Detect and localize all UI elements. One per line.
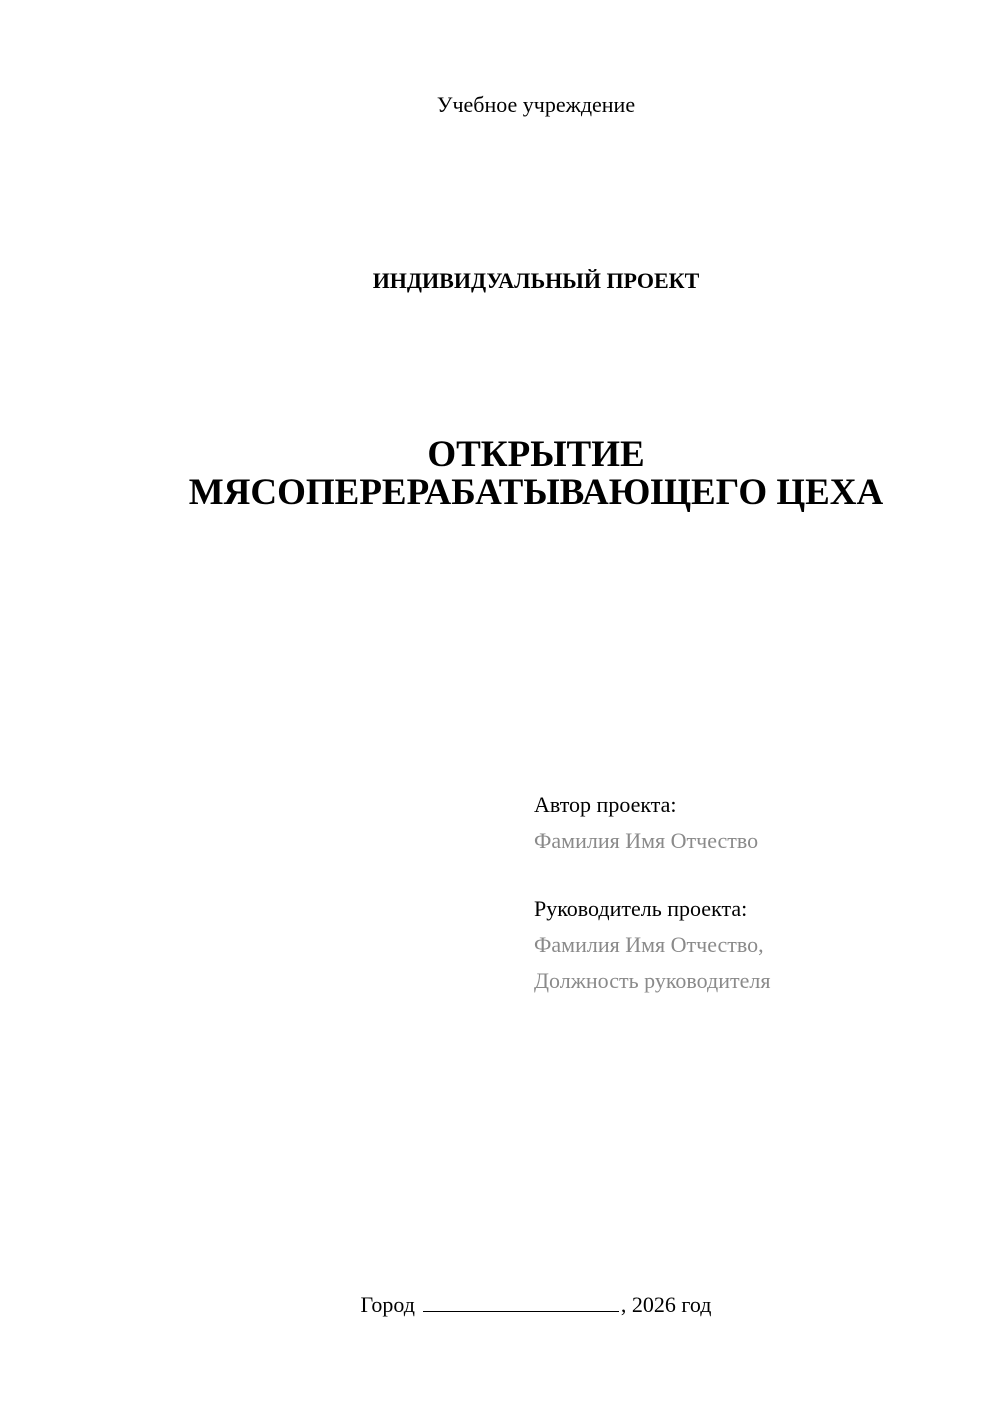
- author-label: Автор проекта:: [534, 792, 677, 817]
- author-name: Фамилия Имя Отчество: [534, 828, 759, 853]
- city-blank-field: [423, 1289, 619, 1312]
- supervisor-label: Руководитель проекта:: [534, 896, 748, 921]
- year-text: , 2026 год: [620, 1292, 712, 1317]
- authors-block: [534, 787, 974, 999]
- project-title-line-1: ОТКРЫТИЕ: [427, 434, 645, 475]
- city-label: Город: [360, 1292, 415, 1317]
- spacer: [534, 859, 974, 891]
- project-title: [0, 436, 1000, 512]
- document-type: ИНДИВИДУАЛЬНЫЙ ПРОЕКТ: [372, 268, 700, 293]
- institution-name: Учебное учреждение: [436, 92, 636, 117]
- supervisor-position: Должность руководителя: [534, 968, 771, 993]
- project-title-line-2: МЯСОПЕРЕРАБАТЫВАЮЩЕГО ЦЕХА: [188, 472, 884, 513]
- footer-city-year: [0, 1289, 1000, 1321]
- supervisor-name: Фамилия Имя Отчество,: [534, 932, 764, 957]
